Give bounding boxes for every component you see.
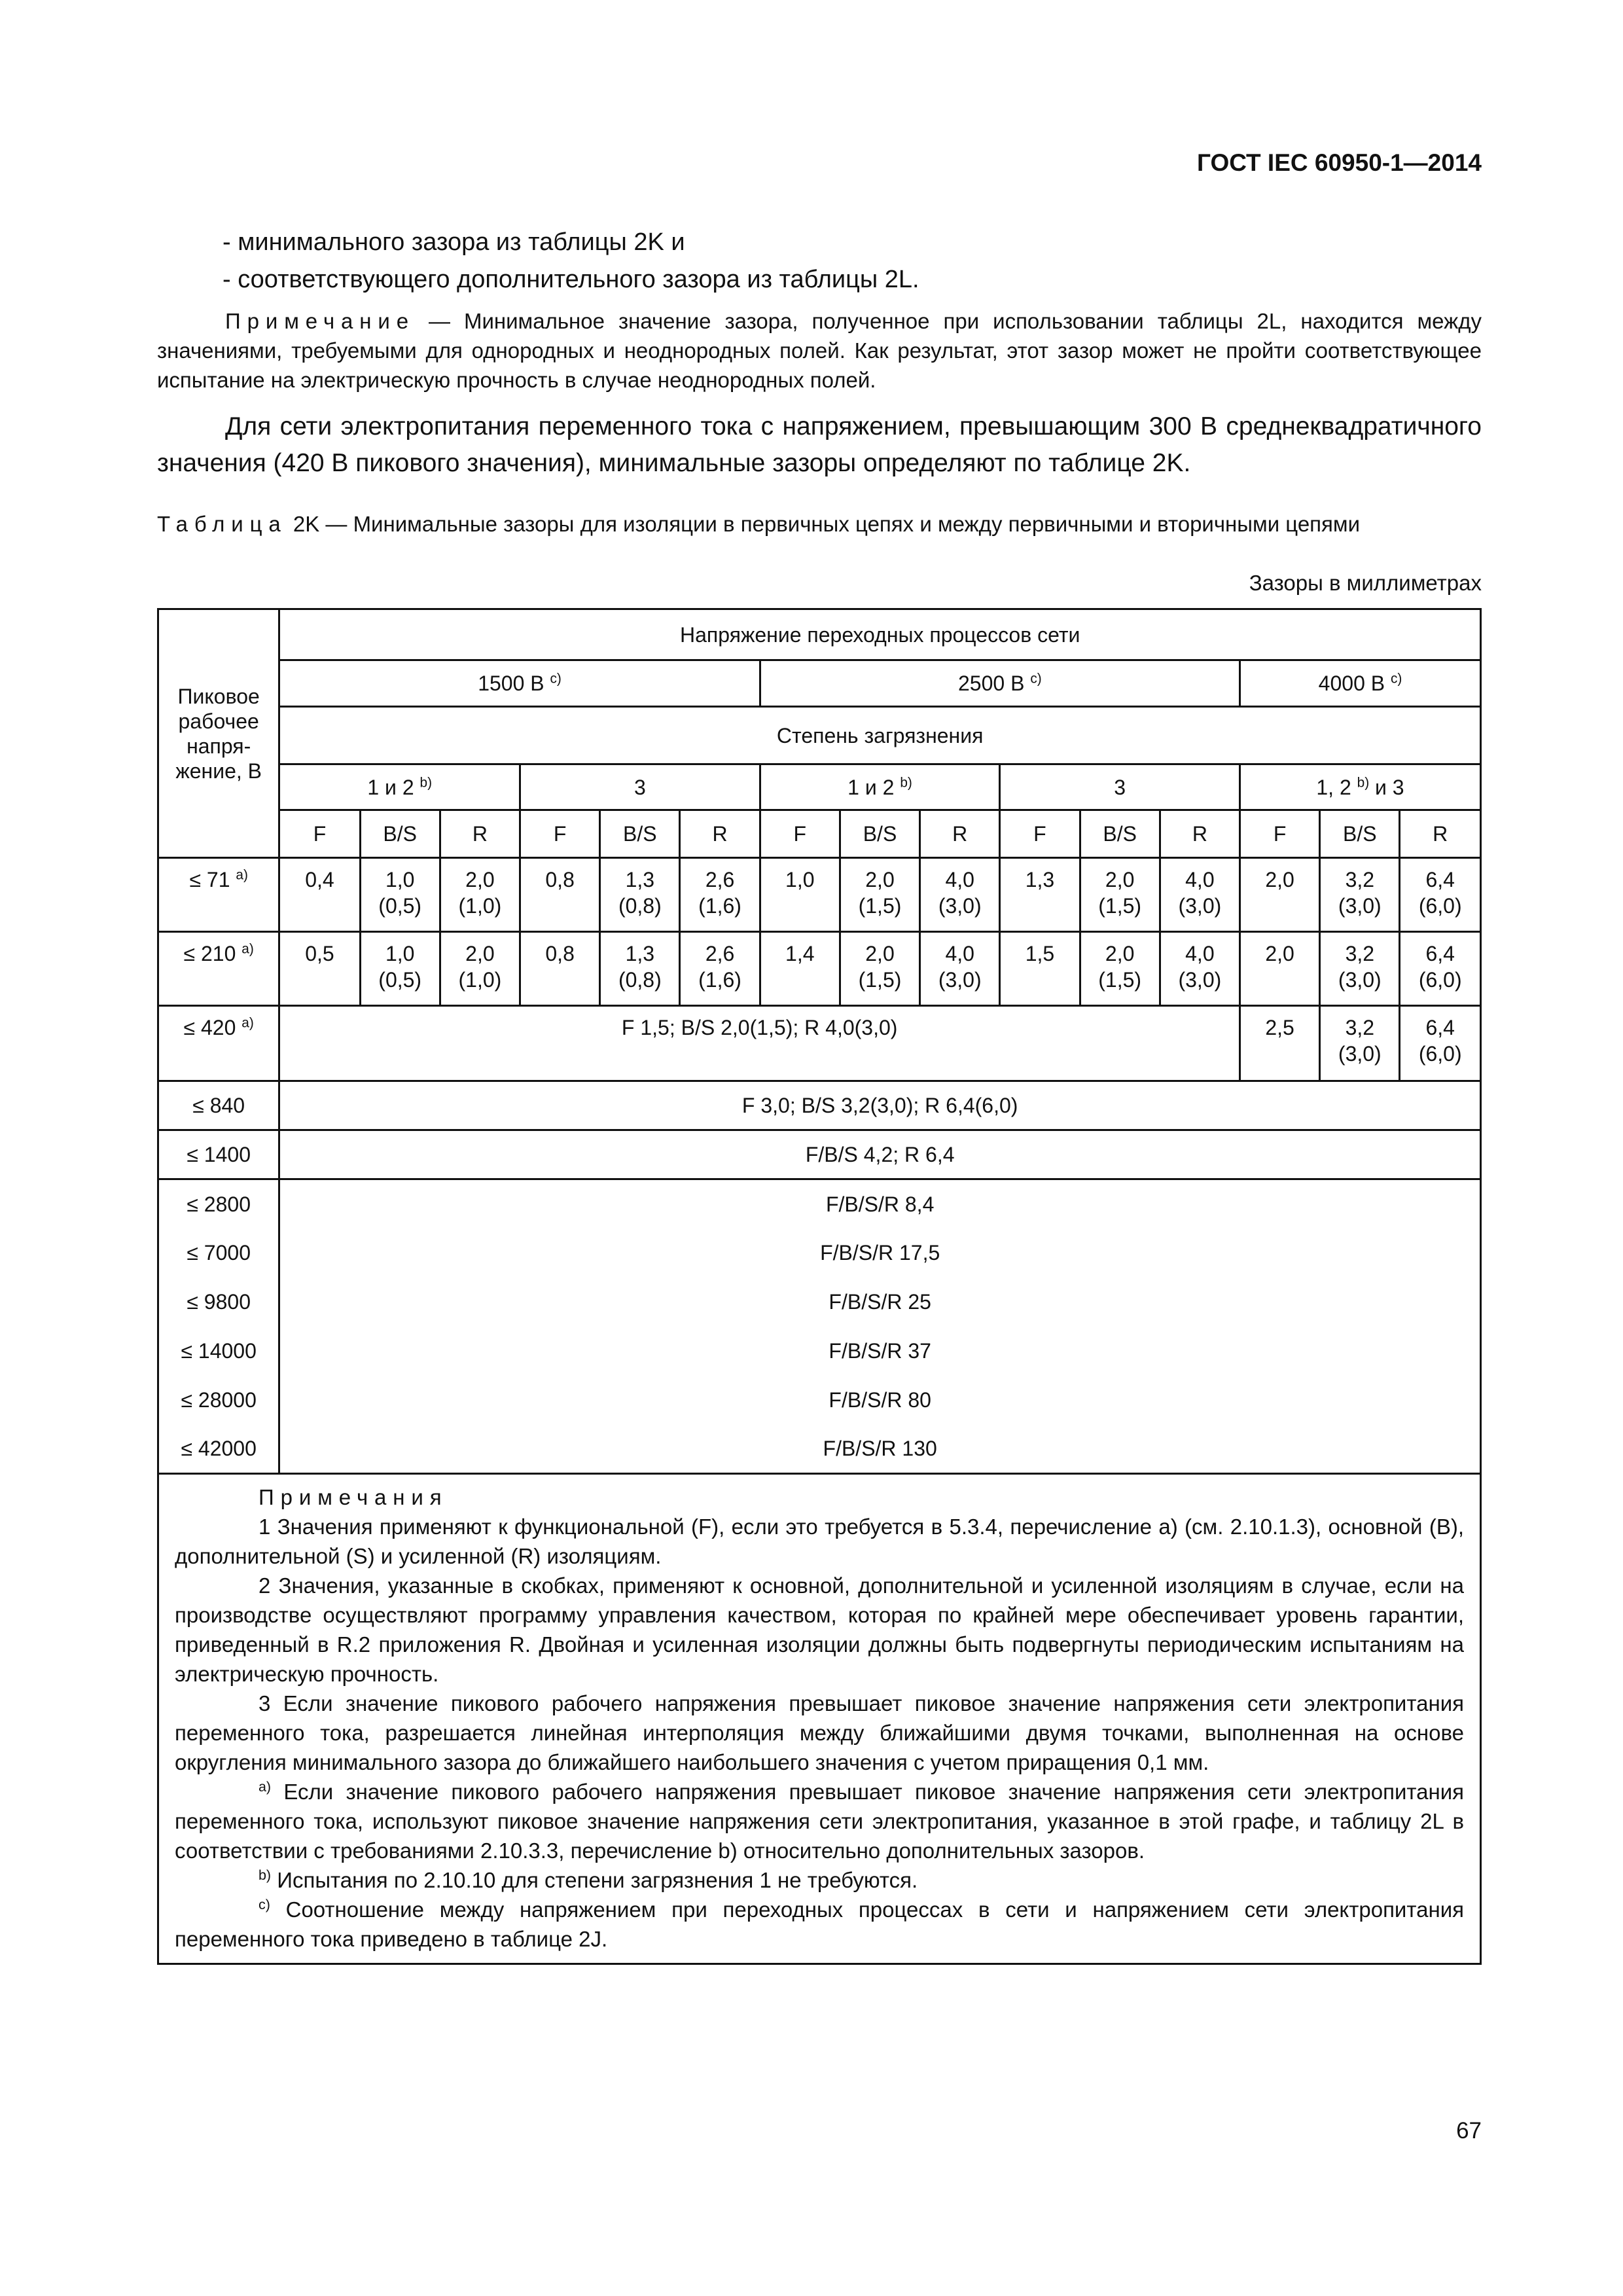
insulation-type-cell: R (1160, 810, 1240, 858)
clearance-value-cell (920, 932, 1000, 1006)
clearance-value-cell (1000, 932, 1080, 1006)
insulation-type-cell: R (680, 810, 760, 858)
clearance-value-cell (520, 932, 600, 1006)
clearance-value-cell (1320, 932, 1400, 1006)
clearance-value-cell (840, 932, 919, 1006)
clearance-value-reduced: (1,6) (698, 968, 741, 992)
table-row (158, 1425, 1481, 1474)
clearance-value: 1,0 (385, 868, 415, 891)
clearance-value-cell: F/B/S/R 37 (279, 1327, 1481, 1376)
clearance-value: 4,0 (945, 942, 974, 965)
clearance-value-cell (600, 932, 680, 1006)
table-row (158, 1327, 1481, 1376)
clearance-value: 2,6 (705, 868, 735, 891)
peak-voltage-cell: ≤ 42000 (158, 1425, 279, 1474)
table-row (158, 1179, 1481, 1229)
peak-voltage-cell: ≤ 9800 (158, 1278, 279, 1327)
note-item: 1 Значения применяют к функциональной (F), если это требуется в 5.3.4, перечисление a) (см. 2.10.1.3), основной (B), дополнительной (S) и усиленной (R) изоляциям. (175, 1515, 1464, 1568)
clearance-value-cell: F/B/S 4,2; R 6,4 (279, 1130, 1481, 1179)
clearance-value: 0,4 (305, 868, 334, 891)
page-number: 67 (1456, 2118, 1482, 2144)
table-row (158, 932, 1481, 1006)
clearance-value-reduced: (0,5) (378, 894, 422, 918)
note-text: — Минимальное значение зазора, полученное при использовании таблицы 2L, находится между значениями, требуемыми для однородных и неоднородных полей. Как результат, этот зазор может не пройти соответствующее испытание на электрическую прочность в случае неоднородных полей. (157, 309, 1482, 392)
clearance-value-cell (760, 932, 840, 1006)
clearance-value-reduced: (1,5) (1098, 968, 1142, 992)
clearance-value: 3,2 (1345, 868, 1375, 891)
pollution-degree-cell: 3 (1000, 764, 1240, 810)
clearance-value: 1,3 (1025, 868, 1055, 891)
clearance-value-reduced: (6,0) (1418, 968, 1462, 992)
corner-header: Пиковое рабочее напря-жение, В (158, 609, 279, 858)
clearance-value-cell (1240, 932, 1319, 1006)
peak-voltage-cell: ≤ 840 (158, 1081, 279, 1130)
clearance-value-cell (360, 932, 440, 1006)
clearance-value-cell: F/B/S/R 25 (279, 1278, 1481, 1327)
clearance-value-cell (1320, 1006, 1400, 1081)
clearance-value-cell: F 3,0; B/S 3,2(3,0); R 6,4(6,0) (279, 1081, 1481, 1130)
list-item: - соответствующего дополнительного зазора из таблицы 2L. (223, 266, 919, 293)
clearance-value-cell (760, 858, 840, 932)
clearance-value-reduced: (0,8) (618, 894, 662, 918)
table-row (158, 1130, 1481, 1179)
clearance-value-reduced: (3,0) (938, 968, 982, 992)
clearance-value: 0,5 (305, 942, 334, 965)
caption-text: 2K — Минимальные зазоры для изоляции в первичных цепях и между первичными и вторичными цепями (287, 512, 1361, 536)
footnote-marker: c) (259, 1897, 270, 1912)
insulation-type-cell: F (520, 810, 600, 858)
clearance-value-reduced: (3,0) (1338, 968, 1382, 992)
notes-row (158, 1474, 1481, 1964)
clearance-value: 2,0 (1105, 868, 1135, 891)
peak-voltage-cell: ≤ 14000 (158, 1327, 279, 1376)
clearance-value-reduced: (1,0) (458, 894, 502, 918)
table-row (158, 1278, 1481, 1327)
clearance-value: 2,6 (705, 942, 735, 965)
clearance-value-reduced: (1,6) (698, 894, 741, 918)
clearance-value-cell (1080, 932, 1160, 1006)
voltage-group-header (760, 660, 1240, 707)
table-row (158, 1376, 1481, 1425)
insulation-type-cell: B/S (1320, 810, 1400, 858)
clearance-value: 0,8 (545, 868, 575, 891)
clearance-value-cell: F/B/S/R 130 (279, 1425, 1481, 1474)
table-row (158, 858, 1481, 932)
voltage-group-label: 2500 В (958, 672, 1025, 695)
clearance-value: 1,0 (785, 868, 815, 891)
insulation-type-cell: F (1000, 810, 1080, 858)
footnote-marker: a) (241, 941, 254, 957)
table-row (158, 1229, 1481, 1278)
clearance-value: 2,0 (465, 868, 495, 891)
voltage-group-header (279, 660, 760, 707)
list-item: - минимального зазора из таблицы 2K и (223, 228, 685, 256)
clearance-value-cell (920, 858, 1000, 932)
footnote-marker: a) (259, 1779, 272, 1795)
clearance-value: 6,4 (1425, 1016, 1455, 1039)
clearance-value: 2,0 (465, 942, 495, 965)
peak-voltage-cell: ≤ 71 $^{a)}$ (158, 858, 279, 932)
footnote-marker: b) (900, 774, 912, 790)
voltage-group-label: 4000 В (1318, 672, 1385, 695)
clearance-value-cell (279, 858, 360, 932)
clearance-value-cell (1160, 858, 1240, 932)
footnote-marker: b) (259, 1867, 272, 1883)
clearance-value-reduced: (1,5) (858, 968, 902, 992)
clearance-value-cell (1320, 858, 1400, 932)
clearance-table-wrapper (157, 608, 1482, 1965)
clearance-value-cell: F/B/S/R 80 (279, 1376, 1481, 1425)
top-note (157, 306, 1482, 395)
insulation-type-cell: R (920, 810, 1000, 858)
footnote-marker: a) (241, 1015, 254, 1031)
table-row (158, 1006, 1481, 1081)
table-caption (157, 511, 1482, 538)
voltage-group-header (1240, 660, 1480, 707)
clearance-value: 1,0 (385, 942, 415, 965)
peak-voltage-cell: ≤ 2800 (158, 1179, 279, 1229)
clearance-value-reduced: (1,5) (1098, 894, 1142, 918)
clearance-value-cell (1400, 1006, 1481, 1081)
insulation-type-cell: F (1240, 810, 1319, 858)
clearance-value: 2,0 (865, 942, 895, 965)
note-item: 2 Значения, указанные в скобках, применяют к основной, дополнительной и усиленной изоляциям в случае, если на производстве осуществляют программу управления качеством, которая по крайней мере обеспечивает уровень гарантии, приведенный в R.2 приложения R. Двойная и усиленная изоляции должны быть подвергнуты периодическим испытаниям на электрическую прочность. (175, 1573, 1464, 1686)
merged-clearance-cell: F 1,5; B/S 2,0(1,5); R 4,0(3,0) (279, 1006, 1240, 1081)
note-item: $^{c)}$ Соотношение между напряжением при переходных процессах в сети и напряжением сети электропитания переменного тока приведено в таблице 2J. (175, 1897, 1464, 1951)
clearance-value-cell (440, 858, 520, 932)
clearance-value: 3,2 (1345, 1016, 1375, 1039)
note-label: Примечание (225, 309, 416, 333)
clearance-value: 1,3 (625, 942, 655, 965)
caption-label: Таблица (157, 512, 287, 536)
clearance-value-cell (440, 932, 520, 1006)
clearance-value: 6,4 (1425, 868, 1455, 891)
peak-voltage-cell: ≤ 7000 (158, 1229, 279, 1278)
clearance-value-cell (1160, 932, 1240, 1006)
clearance-value: 2,0 (1265, 868, 1294, 891)
units-label: Зазоры в миллиметрах (1249, 571, 1482, 595)
clearance-value: 0,8 (545, 942, 575, 965)
clearance-value-reduced: (3,0) (1178, 894, 1222, 918)
clearance-value-cell (279, 932, 360, 1006)
clearance-value: 1,5 (1025, 942, 1055, 965)
peak-voltage-cell: ≤ 1400 (158, 1130, 279, 1179)
clearance-value-cell: F/B/S/R 17,5 (279, 1229, 1481, 1278)
table-row (158, 1081, 1481, 1130)
clearance-value: 2,0 (1265, 942, 1294, 965)
note-item: $^{b)}$ Испытания по 2.10.10 для степени загрязнения 1 не требуются. (259, 1867, 918, 1892)
pollution-degree-header: Степень загрязнения (279, 707, 1481, 764)
clearance-value-cell (1400, 858, 1481, 932)
clearance-value: 4,0 (1185, 942, 1215, 965)
footnote-marker: c) (1030, 671, 1042, 687)
clearance-value: 4,0 (1185, 868, 1215, 891)
document-header: ГОСТ IEC 60950-1—2014 (1196, 149, 1482, 176)
clearance-value-cell: F/B/S/R 8,4 (279, 1179, 1481, 1229)
clearance-value-cell (1080, 858, 1160, 932)
clearance-value-cell (680, 858, 760, 932)
clearance-value: 3,2 (1345, 942, 1375, 965)
insulation-type-cell: B/S (600, 810, 680, 858)
clearance-value-cell (840, 858, 919, 932)
peak-voltage-cell: ≤ 28000 (158, 1376, 279, 1425)
insulation-type-cell: F (279, 810, 360, 858)
footnote-marker: b) (1357, 774, 1370, 790)
pollution-degree-cell: 1 и 2 $^{b)}$ (760, 764, 1000, 810)
notes-title-text: Примечания (259, 1485, 448, 1509)
table-notes (158, 1474, 1481, 1964)
clearance-value-reduced: (3,0) (1338, 894, 1382, 918)
clearance-value-cell (520, 858, 600, 932)
footnote-marker: b) (419, 774, 432, 790)
clearance-value-reduced: (3,0) (1338, 1042, 1382, 1066)
peak-voltage-cell: ≤ 420 $^{a)}$ (158, 1006, 279, 1081)
peak-voltage-cell: ≤ 210 $^{a)}$ (158, 932, 279, 1006)
main-paragraph (157, 408, 1482, 482)
clearance-value: 2,0 (1105, 942, 1135, 965)
table-body (158, 609, 1481, 1964)
note-item: $^{a)}$ Если значение пикового рабочего напряжения превышает пиковое значение напряжения сети электропитания переменного тока, используют пиковое значение напряжения сети электропитания, указанное в этой графе, и таблицу 2L в соответствии с требованиями 2.10.3.3, перечисление b) относительно дополнительных зазоров. (175, 1779, 1464, 1863)
clearance-value-cell (600, 858, 680, 932)
clearance-value-cell (1240, 858, 1319, 932)
clearance-value: 1,4 (785, 942, 815, 965)
notes-title (175, 1482, 1464, 1512)
clearance-value: 6,4 (1425, 942, 1455, 965)
clearance-value-reduced: (6,0) (1418, 894, 1462, 918)
requirement-list (223, 224, 1466, 298)
insulation-type-cell: F (760, 810, 840, 858)
clearance-value: 2,0 (865, 868, 895, 891)
clearance-value-reduced: (0,5) (378, 968, 422, 992)
voltage-group-label: 1500 В (478, 672, 544, 695)
footnote-marker: c) (1390, 671, 1402, 687)
clearance-value-reduced: (1,0) (458, 968, 502, 992)
transient-voltage-header: Напряжение переходных процессов сети (279, 609, 1481, 660)
main-paragraph-text: Для сети электропитания переменного тока с напряжением, превышающим 300 В среднеквадратичного значения (420 В пикового значения), минимальные зазоры определяют по таблице 2K. (157, 412, 1482, 477)
clearance-table (157, 608, 1482, 1965)
footnote-marker: a) (236, 867, 248, 883)
insulation-type-cell: B/S (1080, 810, 1160, 858)
clearance-value-cell (680, 932, 760, 1006)
clearance-value: 1,3 (625, 868, 655, 891)
insulation-type-cell: B/S (840, 810, 919, 858)
clearance-value-cell (1400, 932, 1481, 1006)
pollution-degree-cell: 1 и 2 $^{b)}$ (279, 764, 520, 810)
pollution-degree-cell: 3 (520, 764, 760, 810)
clearance-value-reduced: (1,5) (858, 894, 902, 918)
clearance-value-cell (1240, 1006, 1319, 1081)
pollution-degree-cell: 1, 2 $^{b)}$ и 3 (1240, 764, 1480, 810)
footnote-marker: c) (550, 671, 562, 687)
insulation-type-cell: B/S (360, 810, 440, 858)
clearance-value-reduced: (0,8) (618, 968, 662, 992)
clearance-value: 4,0 (945, 868, 974, 891)
clearance-value-reduced: (3,0) (1178, 968, 1222, 992)
clearance-value-reduced: (3,0) (938, 894, 982, 918)
note-item: 3 Если значение пикового рабочего напряжения превышает пиковое значение напряжения сети электропитания переменного тока, разрешается линейная интерполяция между ближайшими двумя точками, выполненная на основе округления минимального зазора до ближайшего наибольшего значения с учетом приращения 0,1 мм. (175, 1691, 1464, 1774)
clearance-value-reduced: (6,0) (1418, 1042, 1462, 1066)
insulation-type-cell: R (1400, 810, 1481, 858)
clearance-value-cell (360, 858, 440, 932)
clearance-value: 2,5 (1265, 1016, 1294, 1039)
clearance-value-cell (1000, 858, 1080, 932)
insulation-type-cell: R (440, 810, 520, 858)
